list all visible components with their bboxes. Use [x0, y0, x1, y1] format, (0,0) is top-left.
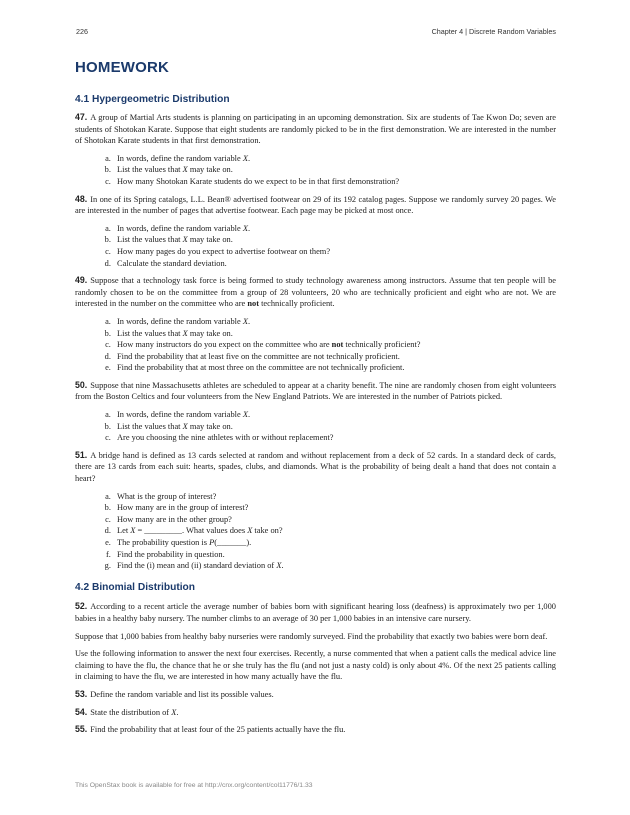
exercise-text: Define the random variable and list its possible values.	[90, 689, 274, 699]
part-a: a. What is the group of interest?	[113, 491, 556, 503]
exercise-text: Suppose that nine Massachusetts athletes are scheduled to appear at a charity benefit. The nine are randomly chosen from eight volunteers from the Boston Celtics and four volunteers from the New England Patriots. We are interested in the number of Patriots picked.	[75, 380, 556, 402]
exercise-text: According to a recent article the average number of babies born with significant hearing loss (deafness) is approximately two per 1,000 babies in a healthy baby nursery. The number climbs to an average of 30 per 1,000 babies in an intensive care nursery.	[75, 602, 556, 623]
part-a: a. In words, define the random variable X.	[113, 223, 556, 235]
exercise-50-parts	[75, 409, 556, 444]
part-a: a. In words, define the random variable X.	[113, 153, 556, 165]
part-a: a. In words, define the random variable X.	[113, 409, 556, 421]
exercise-number: 50.	[75, 379, 88, 390]
exercise-47	[75, 112, 556, 147]
part-c: c. How many instructors do you expect on the committee who are not technically proficient?	[113, 339, 556, 351]
part-b: b. List the values that X may take on.	[113, 421, 556, 433]
exercise-55	[75, 724, 556, 736]
exercise-number: 48.	[75, 193, 88, 204]
part-b: b. List the values that X may take on.	[113, 328, 556, 340]
exercise-54: 54. State the distribution of X.	[75, 706, 179, 717]
paragraph-flu-info: Use the following information to answer the next four exercises. Recently, a nurse commented that when a patient calls the medical advice line claiming to have the flu, the chance that he or she truly has the flu (and not just a nasty cold) is only about 4%. Of the next 25 patients calling in claiming to have the flu, we are interested in how many actually have the flu.	[75, 649, 556, 682]
page-number: 226	[76, 27, 88, 36]
exercise-content	[75, 112, 556, 742]
part-c: c. How many pages do you expect to advertise footwear on them?	[113, 246, 556, 258]
part-f: f. Find the probability in question.	[113, 549, 556, 561]
part-e: e. The probability question is P(_______).	[113, 537, 556, 549]
exercise-50	[75, 380, 556, 403]
part-c: c. How many Shotokan Karate students do we expect to be in that first demonstration?	[113, 176, 556, 188]
part-d: d. Calculate the standard deviation.	[113, 258, 556, 270]
part-d: d. Let X = _________. What values does X take on?	[113, 525, 556, 537]
footer-attribution: This OpenStax book is available for free at http://cnx.org/content/col11776/1.33	[75, 782, 313, 789]
part-a: a. In words, define the random variable X.	[113, 316, 556, 328]
exercise-number: 53.	[75, 688, 88, 699]
section-heading-hypergeometric: 4.1 Hypergeometric Distribution	[75, 94, 230, 105]
exercise-number: 49.	[75, 275, 88, 286]
part-d: d. Find the probability that at least five on the committee are not technically proficient.	[113, 351, 556, 363]
homework-heading: HOMEWORK	[75, 59, 170, 76]
exercise-text: Find the probability that at least four of the 25 patients actually have the flu.	[90, 725, 346, 735]
part-b: b. How many are in the group of interest?	[113, 502, 556, 514]
exercise-51-parts	[75, 491, 556, 572]
section-heading-binomial: 4.2 Binomial Distribution	[75, 581, 195, 593]
exercise-text: In one of its Spring catalogs, L.L. Bean® advertised footwear on 29 of its 192 catalog pages. Suppose we randomly survey 20 pages. We are interested in the number of pages that advertise footwear. Each page may be picked at most once.	[75, 194, 556, 216]
exercise-47-parts	[75, 153, 556, 188]
exercise-51	[75, 450, 556, 485]
exercise-48	[75, 194, 556, 217]
paragraph-suppose: Suppose that 1,000 babies from healthy baby nurseries were randomly surveyed. Find the probability that exactly two babies were born deaf.	[75, 631, 548, 641]
exercise-52	[75, 601, 556, 624]
exercise-text: A bridge hand is defined as 13 cards selected at random and without replacement from a deck of 52 cards. In a standard deck of cards, there are 13 cards from each suit: hearts, spades, clubs, and diamonds. What is the probability of being dealt a hand that does not contain a heart?	[75, 450, 556, 484]
exercise-49-parts	[75, 316, 556, 374]
exercise-number: 55.	[75, 724, 88, 735]
exercise-text: A group of Martial Arts students is planning on participating in an upcoming demonstration. Six are students of Tae Kwon Do; seven are students of Shotokan Karate. Suppose that eight students are randomly picked to be in the first demonstration. We are interested in the number of Shotokan Karate students in that first demonstration.	[75, 113, 556, 146]
part-c: c. Are you choosing the nine athletes with or without replacement?	[113, 432, 556, 444]
part-b: b. List the values that X may take on.	[113, 234, 556, 246]
exercise-49: 49. Suppose that a technology task force is being formed to study technology awareness among instructors. Assume that ten people will be randomly chosen to be on the committee from a group of 28 volunteers, 20 who are technically proficient and eight who are not. We are interested in the number on the committee who are not technically proficient.	[75, 275, 556, 309]
exercise-number: 47.	[75, 112, 88, 122]
exercise-number: 54.	[75, 706, 88, 717]
running-header: Chapter 4 | Discrete Random Variables	[431, 27, 556, 36]
part-g: g. Find the (i) mean and (ii) standard deviation of X.	[113, 560, 556, 572]
part-b: b. List the values that X may take on.	[113, 164, 556, 176]
exercise-number: 51.	[75, 449, 88, 460]
exercise-number: 52.	[75, 601, 88, 612]
exercise-53	[75, 689, 556, 701]
part-e: e. Find the probability that at most three on the committee are not technically proficient.	[113, 362, 556, 374]
exercise-48-parts	[75, 223, 556, 269]
part-c: c. How many are in the other group?	[113, 514, 556, 526]
